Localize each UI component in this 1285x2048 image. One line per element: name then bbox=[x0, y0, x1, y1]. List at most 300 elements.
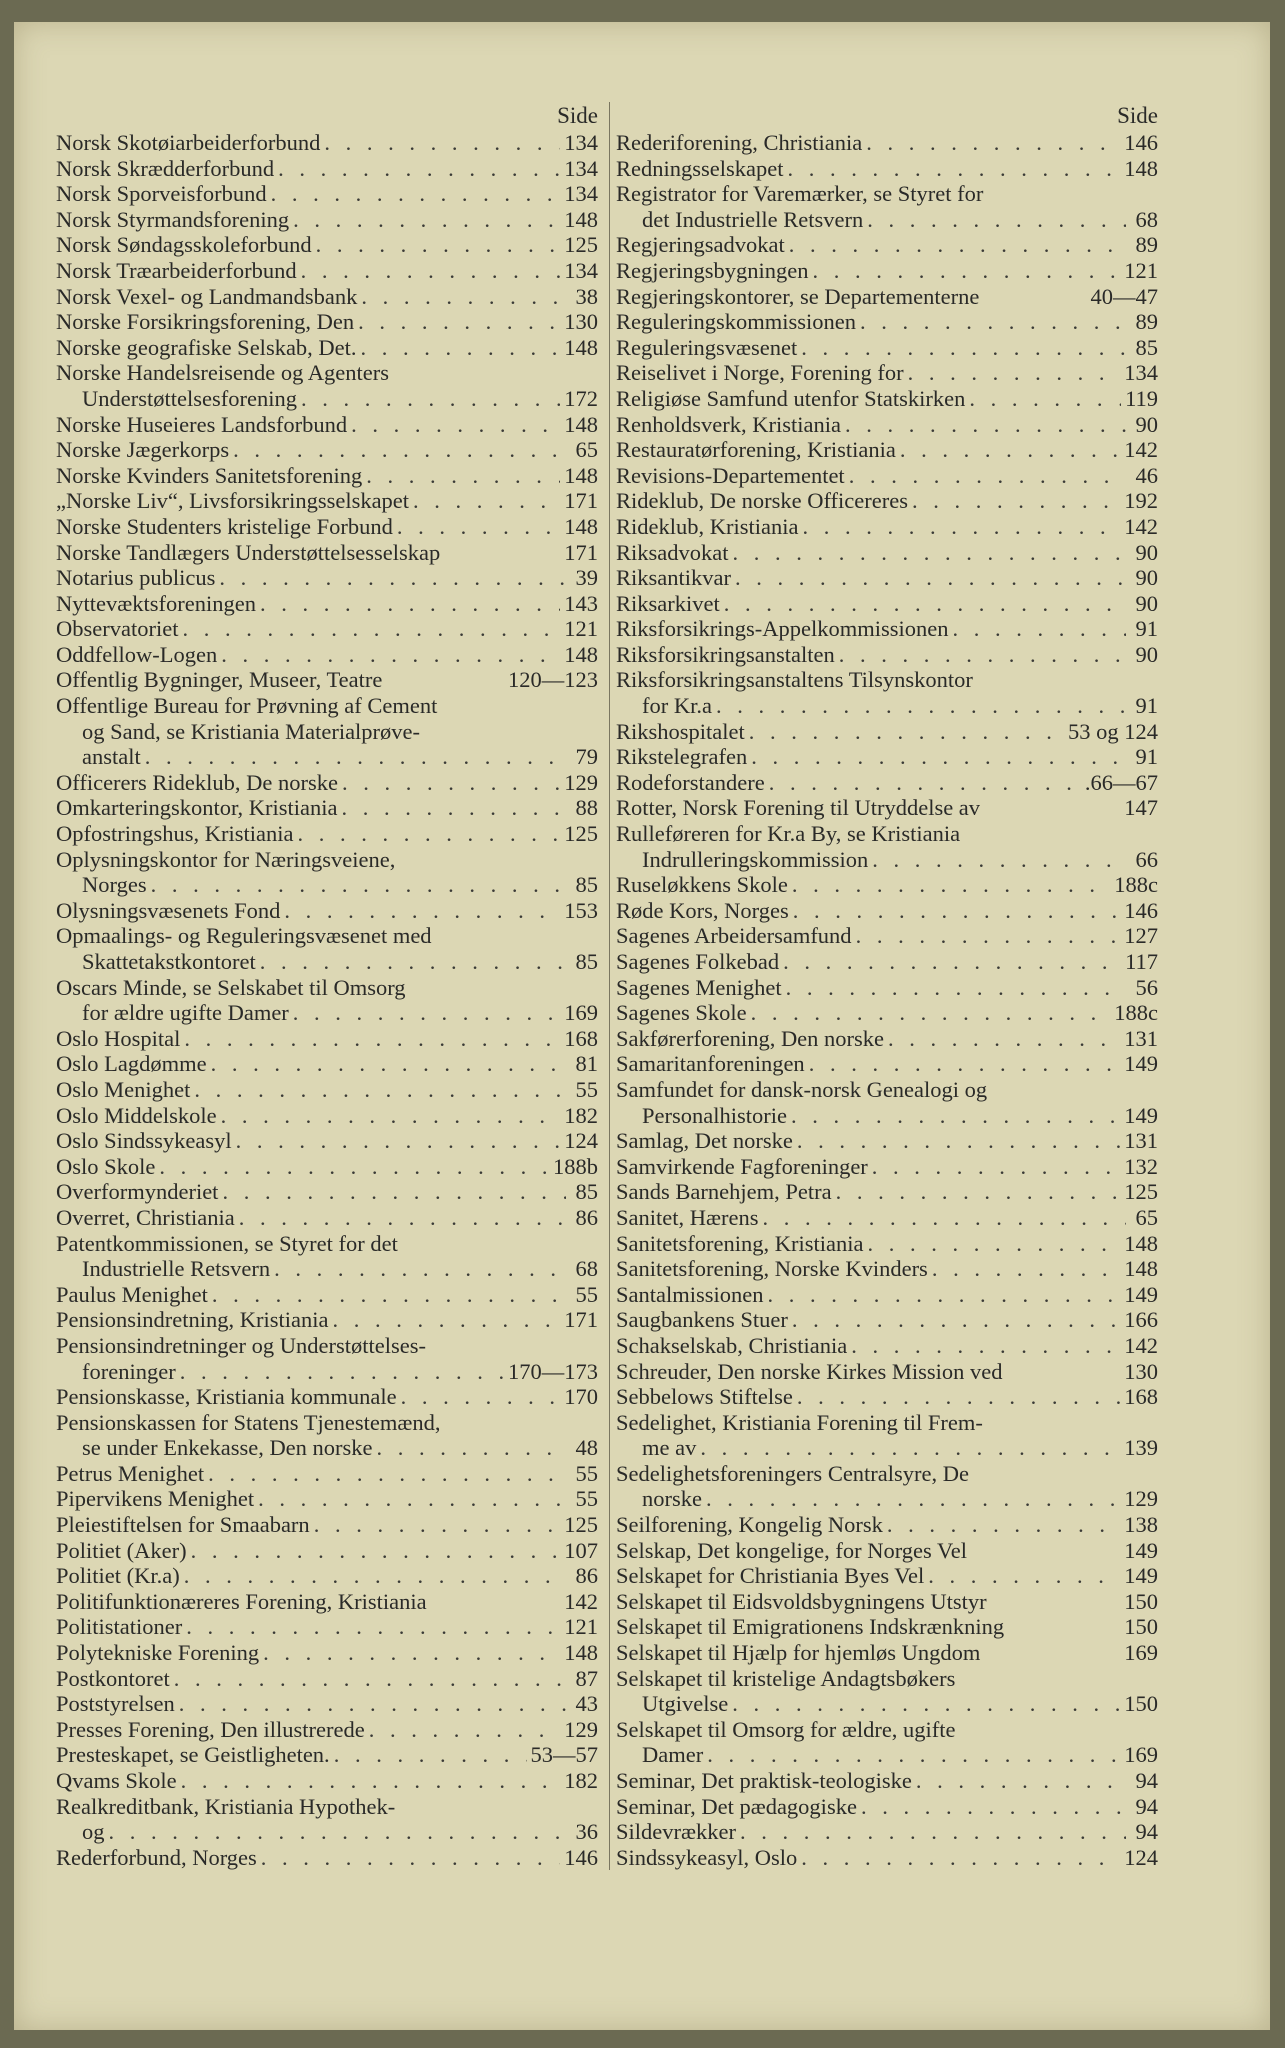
dot-leader bbox=[208, 1461, 566, 1487]
index-entry bbox=[616, 1666, 1158, 1692]
index-entry-page: 142 bbox=[1124, 1332, 1158, 1358]
index-entry-title: Reguleringsvæsenet bbox=[616, 334, 798, 360]
index-entry-title: Nyttevæktsforeningen bbox=[56, 590, 256, 616]
index-entry bbox=[56, 949, 598, 975]
dot-leader bbox=[211, 1051, 566, 1077]
dot-leader bbox=[260, 949, 566, 975]
index-entry-title: Norges bbox=[82, 872, 147, 898]
index-entry-title: Redningsselskapet bbox=[616, 155, 784, 181]
index-entry-page: 148 bbox=[564, 513, 598, 539]
dot-leader bbox=[797, 1384, 1120, 1410]
index-entry-title: Indrulleringskommission bbox=[642, 846, 869, 872]
dot-leader bbox=[358, 309, 560, 335]
dot-leader bbox=[324, 130, 560, 156]
left-column bbox=[56, 102, 598, 1870]
index-entry-title: Seminar, Det praktisk-teologiske bbox=[616, 1768, 912, 1793]
index-entry bbox=[616, 1794, 1158, 1820]
index-entry bbox=[616, 1461, 1158, 1487]
index-entry-title: Sagenes Arbeidersamfund bbox=[616, 923, 852, 949]
index-entry bbox=[616, 1384, 1158, 1410]
index-entry-page: 89 bbox=[1135, 309, 1158, 335]
dot-leader bbox=[181, 1768, 561, 1794]
index-entry bbox=[616, 1282, 1158, 1308]
dot-leader bbox=[159, 1154, 549, 1180]
index-entry-page: 168 bbox=[564, 1025, 598, 1051]
index-entry bbox=[56, 1563, 598, 1589]
index-entry-page: 43 bbox=[575, 1691, 598, 1717]
dot-leader bbox=[233, 437, 566, 463]
dot-leader bbox=[351, 412, 560, 438]
index-entry-title: Riksarkivet bbox=[616, 590, 720, 616]
index-entry bbox=[56, 872, 598, 898]
index-entry-title: Understøttelsesforening bbox=[82, 385, 297, 411]
index-entry-page: 146 bbox=[1124, 897, 1158, 923]
index-entry bbox=[616, 437, 1158, 463]
index-entry-page: 86 bbox=[575, 1204, 598, 1230]
index-entry bbox=[616, 514, 1158, 540]
index-entry bbox=[616, 1128, 1158, 1154]
index-entry bbox=[56, 1486, 598, 1512]
index-entry-title: Norsk Søndagsskoleforbund bbox=[56, 232, 312, 258]
index-entry bbox=[56, 463, 598, 489]
index-entry-page: 117 bbox=[1125, 949, 1158, 974]
dot-leader bbox=[191, 1538, 561, 1564]
index-entry-page: 169 bbox=[564, 1000, 598, 1026]
dot-leader bbox=[749, 719, 1064, 745]
dot-leader bbox=[787, 156, 1120, 182]
index-entry-title: Sanitet, Hærens bbox=[616, 1204, 759, 1230]
dot-leader bbox=[856, 923, 1121, 949]
index-entry bbox=[616, 949, 1158, 975]
index-entry-page: 129 bbox=[1124, 1486, 1158, 1512]
index-entry bbox=[616, 1026, 1158, 1052]
index-entry-page: 87 bbox=[575, 1665, 598, 1691]
index-entry bbox=[616, 412, 1158, 438]
index-entry-title: Norske Studenters kristelige Forbund bbox=[56, 513, 393, 539]
index-entry bbox=[56, 1614, 598, 1640]
index-entry-title: Sagenes Skole bbox=[616, 1000, 747, 1026]
dot-leader bbox=[812, 258, 1120, 284]
dot-leader bbox=[872, 1154, 1120, 1180]
index-entry bbox=[616, 898, 1158, 924]
index-entry-page: 148 bbox=[564, 641, 598, 667]
dot-leader bbox=[851, 1333, 1120, 1359]
index-entry bbox=[56, 1051, 598, 1077]
index-entry bbox=[616, 207, 1158, 233]
index-entry-page: 94 bbox=[1135, 1819, 1158, 1845]
index-entry-title: Patentkommissionen, se Styret for det bbox=[56, 1230, 398, 1256]
dot-leader bbox=[184, 1026, 560, 1052]
index-entry bbox=[616, 1538, 1158, 1564]
dot-leader bbox=[174, 1666, 566, 1692]
index-entry-title: Santalmissionen bbox=[616, 1281, 764, 1307]
index-entry-title: Skattetakstkontoret bbox=[82, 949, 256, 974]
index-entry-title: Qvams Skole bbox=[56, 1768, 177, 1793]
dot-leader bbox=[887, 1512, 1120, 1538]
index-entry bbox=[616, 540, 1158, 566]
index-entry-title: Pensionskasse, Kristiania kommunale bbox=[56, 1384, 397, 1410]
dot-leader bbox=[342, 770, 560, 796]
index-entry-page: 90 bbox=[1135, 411, 1158, 437]
dot-leader bbox=[239, 1205, 566, 1231]
index-entry-page: 39 bbox=[575, 565, 598, 591]
index-entry bbox=[616, 975, 1158, 1001]
index-entry bbox=[56, 616, 598, 642]
index-entry-page: 120—123 bbox=[508, 667, 598, 693]
index-entry-page: 91 bbox=[1135, 693, 1158, 719]
index-entry bbox=[616, 1768, 1158, 1794]
index-entry bbox=[56, 335, 598, 361]
index-entry-title: anstalt bbox=[82, 744, 141, 770]
index-entry-page: 91 bbox=[1135, 744, 1158, 770]
index-entry-title: Utgivelse bbox=[642, 1691, 729, 1717]
index-entry bbox=[56, 923, 598, 949]
dot-leader bbox=[801, 1845, 1120, 1871]
index-entry-title: Revisions-Departementet bbox=[616, 462, 845, 488]
index-entry-title: Officerers Rideklub, De norske bbox=[56, 769, 338, 795]
index-entry-page: 146 bbox=[1124, 130, 1158, 155]
dot-leader bbox=[271, 181, 561, 207]
index-entry bbox=[616, 1359, 1158, 1385]
dot-leader bbox=[733, 540, 1127, 566]
index-entry-title: Regjeringskontorer, se Departementerne bbox=[616, 283, 980, 309]
index-entry bbox=[616, 309, 1158, 335]
index-entry bbox=[616, 719, 1158, 745]
index-entry-title: Opmaalings- og Reguleringsvæsenet med bbox=[56, 923, 432, 949]
index-entry-title: Oslo Middelskole bbox=[56, 1102, 217, 1128]
index-entry-page: 171 bbox=[564, 488, 598, 514]
dot-leader bbox=[740, 1819, 1126, 1845]
index-entry-page: 90 bbox=[1135, 539, 1158, 565]
index-entry bbox=[56, 1666, 598, 1692]
index-entry bbox=[56, 1538, 598, 1564]
index-entry-page: 68 bbox=[1135, 206, 1158, 232]
index-entry-page: 125 bbox=[564, 1512, 598, 1538]
index-entry-page: 90 bbox=[1135, 565, 1158, 591]
index-entry-title: me av bbox=[642, 1435, 697, 1461]
dot-leader bbox=[836, 1179, 1121, 1205]
index-entry-title: Rikstelegrafen bbox=[616, 744, 748, 770]
index-entry-title: Selskapet for Christiania Byes Vel bbox=[616, 1563, 925, 1589]
index-entry-title: Norske Handelsreisende og Agenters bbox=[56, 360, 390, 386]
dot-leader bbox=[180, 1359, 504, 1385]
index-entry bbox=[616, 1231, 1158, 1257]
index-entry-page: 121 bbox=[1124, 257, 1158, 283]
dot-leader bbox=[797, 1128, 1120, 1154]
index-entry bbox=[56, 1640, 598, 1666]
dot-leader bbox=[361, 284, 566, 310]
index-entry bbox=[56, 540, 598, 566]
index-entry bbox=[56, 565, 598, 591]
index-entry bbox=[616, 156, 1158, 182]
index-entry-page: .66—67 bbox=[1084, 769, 1158, 795]
index-entry-title: Sanitetsforening, Norske Kvinders bbox=[616, 1256, 928, 1282]
index-entry-title: Schreuder, Den norske Kirkes Mission ved bbox=[616, 1358, 1003, 1384]
index-entry bbox=[56, 386, 598, 412]
index-entry-page: 90 bbox=[1135, 641, 1158, 667]
index-entry bbox=[616, 1563, 1158, 1589]
index-entry-title: for Kr.a bbox=[642, 693, 712, 719]
dot-leader bbox=[707, 1742, 1120, 1768]
index-entry-page: 121 bbox=[564, 1614, 598, 1640]
index-entry bbox=[616, 488, 1158, 514]
index-entry bbox=[56, 258, 598, 284]
index-entry bbox=[616, 923, 1158, 949]
index-entry-page: 65 bbox=[575, 437, 598, 463]
index-entry-title: Norsk Træarbeiderforbund bbox=[56, 257, 297, 283]
right-column-header: Side bbox=[1117, 103, 1158, 128]
index-entry-page: 170—173 bbox=[508, 1358, 598, 1384]
index-entry-title: Politistationer bbox=[56, 1614, 183, 1640]
index-entry-page: 149 bbox=[1124, 1051, 1158, 1077]
index-entry-page: 53 og 124 bbox=[1068, 718, 1158, 744]
index-entry-title: Politiet (Aker) bbox=[56, 1537, 187, 1563]
index-entry-page: 166 bbox=[1124, 1307, 1158, 1333]
index-entry-page: 130 bbox=[564, 309, 598, 335]
index-entry bbox=[56, 744, 598, 770]
index-entry-page: 94 bbox=[1135, 1793, 1158, 1819]
index-entry-title: Overformynderiet bbox=[56, 1179, 219, 1205]
index-entry bbox=[56, 719, 598, 745]
index-entry-page: 81 bbox=[575, 1051, 598, 1077]
index-entry-page: 142 bbox=[1124, 437, 1158, 463]
index-entry-title: Sagenes Folkebad bbox=[616, 949, 780, 974]
index-entry-page: 142 bbox=[564, 1588, 598, 1614]
index-entry-page: 132 bbox=[1124, 1153, 1158, 1179]
dot-leader bbox=[274, 1256, 566, 1282]
index-entry bbox=[56, 1179, 598, 1205]
dot-leader bbox=[109, 1819, 567, 1845]
index-entry-title: Selskapet til Emigrationens Indskrænkning bbox=[616, 1614, 1005, 1640]
index-entry bbox=[616, 1589, 1158, 1615]
index-entry-title: Personalhistorie bbox=[642, 1102, 787, 1128]
index-entry-title: Sindssykeasyl, Oslo bbox=[616, 1844, 798, 1870]
index-entry-title: Regjeringsadvokat bbox=[616, 232, 785, 258]
index-entry-page: 142 bbox=[1124, 513, 1158, 539]
index-entry-title: Sebbelows Stiftelse bbox=[616, 1384, 793, 1410]
index-entry-title: Saugbankens Stuer bbox=[616, 1307, 788, 1333]
index-entry-title: Sagenes Menighet bbox=[616, 974, 782, 1000]
index-entry bbox=[616, 335, 1158, 361]
dot-leader bbox=[953, 616, 1127, 642]
dot-leader bbox=[151, 872, 566, 898]
index-entry-page: 65 bbox=[1135, 1204, 1158, 1230]
dot-leader bbox=[783, 949, 1121, 975]
dot-leader bbox=[700, 1435, 1120, 1461]
index-entry-page: 188c bbox=[1114, 872, 1158, 898]
index-entry bbox=[56, 1742, 598, 1768]
index-entry-page: 56 bbox=[1135, 974, 1158, 1000]
index-entry-title: Observatoriet bbox=[56, 616, 179, 642]
dot-leader bbox=[361, 335, 561, 361]
index-entry bbox=[616, 1512, 1158, 1538]
index-entry bbox=[56, 795, 598, 821]
dot-leader bbox=[845, 412, 1126, 438]
index-entry bbox=[56, 232, 598, 258]
dot-leader bbox=[401, 1384, 561, 1410]
index-entry bbox=[56, 207, 598, 233]
dot-leader bbox=[867, 1231, 1120, 1257]
index-entry bbox=[616, 360, 1158, 386]
index-entry-page: 127 bbox=[1124, 923, 1158, 949]
index-entry bbox=[616, 1307, 1158, 1333]
index-entry-title: Selskapet til Eidsvoldsbygningens Utstyr bbox=[616, 1588, 987, 1614]
index-entry-page: 85 bbox=[575, 1179, 598, 1205]
dot-leader bbox=[888, 1026, 1120, 1052]
index-entry bbox=[56, 1819, 598, 1845]
index-entry-page: 38 bbox=[575, 283, 598, 309]
index-entry bbox=[56, 412, 598, 438]
dot-leader bbox=[751, 1000, 1111, 1026]
index-entry-title: Sakførerforening, Den norske bbox=[616, 1025, 885, 1051]
index-entry bbox=[56, 1231, 598, 1257]
index-entry-page: 125 bbox=[564, 232, 598, 258]
index-entry-page: 125 bbox=[564, 821, 598, 847]
index-entry-page: 182 bbox=[564, 1102, 598, 1128]
index-entry-title: foreninger bbox=[82, 1358, 176, 1384]
index-entry bbox=[616, 770, 1158, 796]
index-entry bbox=[56, 591, 598, 617]
index-entry bbox=[616, 1640, 1158, 1666]
index-entry-title: Oddfellow-Logen bbox=[56, 641, 218, 667]
dot-leader bbox=[284, 898, 560, 924]
index-entry-page: 148 bbox=[564, 462, 598, 488]
index-entry-title: Riksantikvar bbox=[616, 565, 731, 591]
index-entry bbox=[56, 1128, 598, 1154]
index-entry bbox=[616, 667, 1158, 693]
index-entry-title: Notarius publicus bbox=[56, 565, 216, 591]
index-entry-page: 134 bbox=[564, 257, 598, 283]
index-entry bbox=[56, 1077, 598, 1103]
index-entry bbox=[616, 130, 1158, 156]
dot-leader bbox=[724, 591, 1126, 617]
index-entry-page: 148 bbox=[564, 1640, 598, 1666]
index-entry-title: Overret, Christiania bbox=[56, 1204, 235, 1230]
index-entry-page: 129 bbox=[564, 769, 598, 795]
index-entry-page: 46 bbox=[1135, 462, 1158, 488]
index-entry-title: Selskapet til kristelige Andagtsbøkers bbox=[616, 1665, 956, 1691]
index-entry bbox=[56, 770, 598, 796]
index-entry-title: og bbox=[82, 1819, 105, 1845]
index-entry-page: 147 bbox=[1124, 795, 1158, 821]
index-entry-page: 125 bbox=[1124, 1179, 1158, 1205]
index-entry bbox=[56, 1794, 598, 1820]
dot-leader bbox=[860, 309, 1126, 335]
index-entry-title: Presses Forening, Den illustrerede bbox=[56, 1716, 365, 1742]
index-entry-title: Selskapet til Hjælp for hjemløs Ungdom bbox=[616, 1640, 981, 1666]
index-page bbox=[14, 22, 1270, 2030]
index-entry-page: 40—47 bbox=[1090, 283, 1158, 309]
dot-leader bbox=[145, 744, 566, 770]
index-entry bbox=[56, 514, 598, 540]
index-entry-title: Røde Kors, Norges bbox=[616, 897, 789, 923]
index-entry-title: for ældre ugifte Damer bbox=[82, 1000, 289, 1026]
dot-leader bbox=[222, 1179, 566, 1205]
dot-leader bbox=[908, 360, 1121, 386]
dot-leader bbox=[716, 693, 1126, 719]
index-entry bbox=[56, 1461, 598, 1487]
dot-leader bbox=[369, 1717, 561, 1743]
index-entry bbox=[56, 898, 598, 924]
index-entry-title: Oslo Lagdømme bbox=[56, 1051, 207, 1077]
index-entry bbox=[616, 463, 1158, 489]
index-entry bbox=[56, 821, 598, 847]
dot-leader bbox=[293, 207, 560, 233]
index-entry-page: 192 bbox=[1124, 488, 1158, 514]
index-entry-title: Oslo Sindssykeasyl bbox=[56, 1128, 232, 1154]
index-entry-title: Sands Barnehjem, Petra bbox=[616, 1179, 832, 1205]
index-entry bbox=[616, 1000, 1158, 1026]
index-entry bbox=[56, 1307, 598, 1333]
dot-leader bbox=[397, 514, 560, 540]
index-entry-page: 148 bbox=[1124, 1230, 1158, 1256]
index-entry bbox=[56, 156, 598, 182]
index-entry-title: Norsk Skrædderforbund bbox=[56, 155, 275, 181]
dot-leader bbox=[194, 1077, 566, 1103]
dot-leader bbox=[900, 437, 1120, 463]
index-entry-title: Rikshospitalet bbox=[616, 718, 745, 744]
dot-leader bbox=[706, 1486, 1120, 1512]
dot-leader bbox=[768, 1282, 1121, 1308]
dot-leader bbox=[184, 1563, 566, 1589]
dot-leader bbox=[769, 770, 1081, 796]
dot-leader bbox=[278, 156, 560, 182]
index-entry bbox=[616, 284, 1158, 310]
index-entry-page: 48 bbox=[575, 1435, 598, 1461]
dot-leader bbox=[916, 1768, 1126, 1794]
index-entry-title: Poststyrelsen bbox=[56, 1691, 175, 1717]
index-entry bbox=[616, 1486, 1158, 1512]
index-entry bbox=[56, 642, 598, 668]
index-entry-title: „Norske Liv“, Livsforsikringsselskapet bbox=[56, 488, 410, 514]
index-entry-title: Norske Forsikringsforening, Den bbox=[56, 309, 355, 335]
index-entry-page: 138 bbox=[1124, 1512, 1158, 1538]
index-entry-page: 182 bbox=[564, 1768, 598, 1793]
index-entry-title: Religiøse Samfund utenfor Statskirken bbox=[616, 385, 966, 411]
index-entry-page: 172 bbox=[564, 385, 598, 411]
index-entry-page: 153 bbox=[564, 897, 598, 923]
dot-leader bbox=[801, 335, 1126, 361]
index-entry-page: 150 bbox=[1124, 1588, 1158, 1614]
index-entry-title: Samaritanforeningen bbox=[616, 1051, 805, 1077]
index-entry-page: 131 bbox=[1124, 1025, 1158, 1051]
index-entry-page: 134 bbox=[564, 130, 598, 155]
index-entry-page: 134 bbox=[564, 181, 598, 207]
index-entry bbox=[616, 1691, 1158, 1717]
dot-leader bbox=[342, 795, 566, 821]
dot-leader bbox=[334, 1742, 527, 1768]
index-entry bbox=[56, 975, 598, 1001]
index-entry-title: Oplysningskontor for Næringsveiene, bbox=[56, 846, 396, 872]
index-entry-title: norske bbox=[642, 1486, 702, 1512]
index-entry-page: 150 bbox=[1124, 1691, 1158, 1717]
dot-leader bbox=[179, 1691, 566, 1717]
index-entry bbox=[616, 591, 1158, 617]
index-entry-title: Damer bbox=[642, 1742, 704, 1768]
index-entry bbox=[56, 667, 598, 693]
index-entry bbox=[56, 1768, 598, 1794]
index-entry-page: 129 bbox=[564, 1716, 598, 1742]
index-entry-page: 91 bbox=[1135, 616, 1158, 642]
index-entry-page: 53—57 bbox=[530, 1742, 598, 1768]
index-entry-title: Selskap, Det kongelige, for Norges Vel bbox=[616, 1537, 967, 1563]
index-entry bbox=[616, 565, 1158, 591]
index-entry-title: Offentlige Bureau for Prøvning af Cement bbox=[56, 693, 438, 719]
index-entry bbox=[616, 744, 1158, 770]
index-entry-page: 171 bbox=[564, 1307, 598, 1333]
index-entry-title: Restauratørforening, Kristiania bbox=[616, 437, 896, 463]
index-entry bbox=[616, 1256, 1158, 1282]
